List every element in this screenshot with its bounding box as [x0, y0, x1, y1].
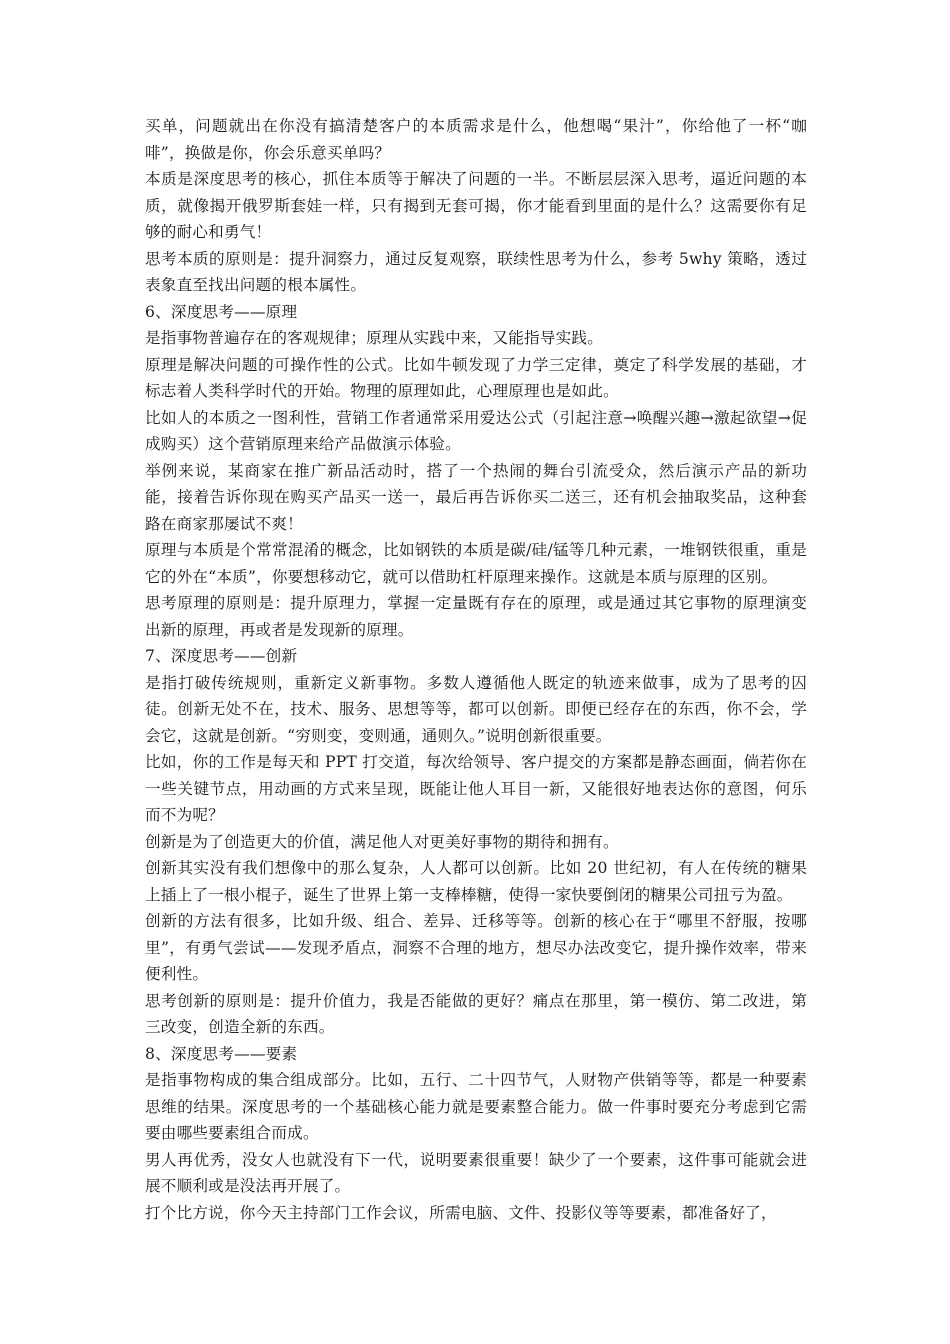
paragraph: 是指事物构成的集合组成部分。比如，五行、二十四节气，人财物产供销等等，都是一种要素思维的结果。深度思考的一个基础核心能力就是要素整合能力。做一件事时要充分考虑到它需要由哪些要素组合而成。	[145, 1071, 807, 1142]
document-body	[145, 113, 807, 1226]
paragraph: 男人再优秀，没女人也就没有下一代，说明要素很重要！缺少了一个要素，这件事可能就会进展不顺利或是没法再开展了。	[145, 1150, 807, 1195]
paragraph: 创新其实没有我们想像中的那么复杂，人人都可以创新。比如 20 世纪初，有人在传统的糖果上插上了一根小棍子，诞生了世界上第一支棒棒糖，使得一家快要倒闭的糖果公司扭亏为盈。	[145, 859, 807, 904]
paragraph: 原理与本质是个常常混淆的概念，比如钢铁的本质是碳/硅/锰等几种元素，一堆钢铁很重，重是它的外在“本质”，你要想移动它，就可以借助杠杆原理来操作。这就是本质与原理的区别。	[145, 541, 807, 586]
paragraph: 比如，你的工作是每天和 PPT 打交道，每次给领导、客户提交的方案都是静态画面，倘若你在一些关键节点，用动画的方式来呈现，既能让他人耳目一新，又能很好地表达你的意图，何乐而不为呢？	[145, 753, 807, 824]
paragraph: 思考本质的原则是：提升洞察力，通过反复观察，联续性思考为什么，参考 5why 策略，透过表象直至找出问题的根本属性。	[145, 249, 807, 294]
paragraph: 是指打破传统规则，重新定义新事物。多数人遵循他人既定的轨迹来做事，成为了思考的囚徒。创新无处不在，技术、服务、思想等等，都可以创新。即便已经存在的东西，你不会，学会它，这就是创新。“穷则变，变则通，通则久。”说明创新很重要。	[145, 673, 807, 745]
paragraph: 思考原理的原则是：提升原理力，掌握一定量既有存在的原理，或是通过其它事物的原理演变出新的原理，再或者是发现新的原理。	[145, 594, 807, 639]
paragraph: 是指事物普遍存在的客观规律；原理从实践中来，又能指导实践。	[145, 329, 604, 347]
paragraph: 比如人的本质之一图利性，营销工作者通常采用爱达公式（引起注意→唤醒兴趣→激起欲望→促成购买）这个营销原理来给产品做演示体验。	[145, 408, 807, 453]
paragraph: 打个比方说，你今天主持部门工作会议，所需电脑、文件、投影仪等等要素，都准备好了，	[145, 1203, 777, 1222]
section-heading: 7、深度思考——创新	[145, 647, 298, 665]
paragraph: 原理是解决问题的可操作性的公式。比如牛顿发现了力学三定律，奠定了科学发展的基础，才标志着人类科学时代的开始。物理的原理如此，心理原理也是如此。	[145, 355, 807, 400]
paragraph: 举例来说，某商家在推广新品活动时，搭了一个热闹的舞台引流受众，然后演示产品的新功能，接着告诉你现在购买产品买一送一，最后再告诉你买二送三，还有机会抽取奖品，这种套路在商家那屡试不爽！	[145, 461, 807, 533]
paragraph: 本质是深度思考的核心，抓住本质等于解决了问题的一半。不断层层深入思考，逼近问题的本质，就像揭开俄罗斯套娃一样，只有揭到无套可揭，你才能看到里面的是什么？这需要你有足够的耐心和勇气！	[145, 170, 807, 241]
paragraph: 买单，问题就出在你没有搞清楚客户的本质需求是什么，他想喝“果汁”，你给他了一杯“咖啡”，换做是你，你会乐意买单吗？	[145, 117, 807, 162]
section-heading: 8、深度思考——要素	[145, 1044, 298, 1063]
paragraph: 创新是为了创造更大的价值，满足他人对更美好事物的期待和拥有。	[145, 832, 619, 851]
section-heading: 6、深度思考——原理	[145, 302, 298, 321]
paragraph: 创新的方法有很多，比如升级、组合、差异、迁移等等。创新的核心在于“哪里不舒服，按哪里”，有勇气尝试——发现矛盾点，洞察不合理的地方，想尽办法改变它，提升操作效率，带来便利性。	[145, 912, 807, 983]
paragraph: 思考创新的原则是：提升价值力，我是否能做的更好？痛点在那里，第一模仿、第二改进，第三改变，创造全新的东西。	[145, 991, 807, 1036]
